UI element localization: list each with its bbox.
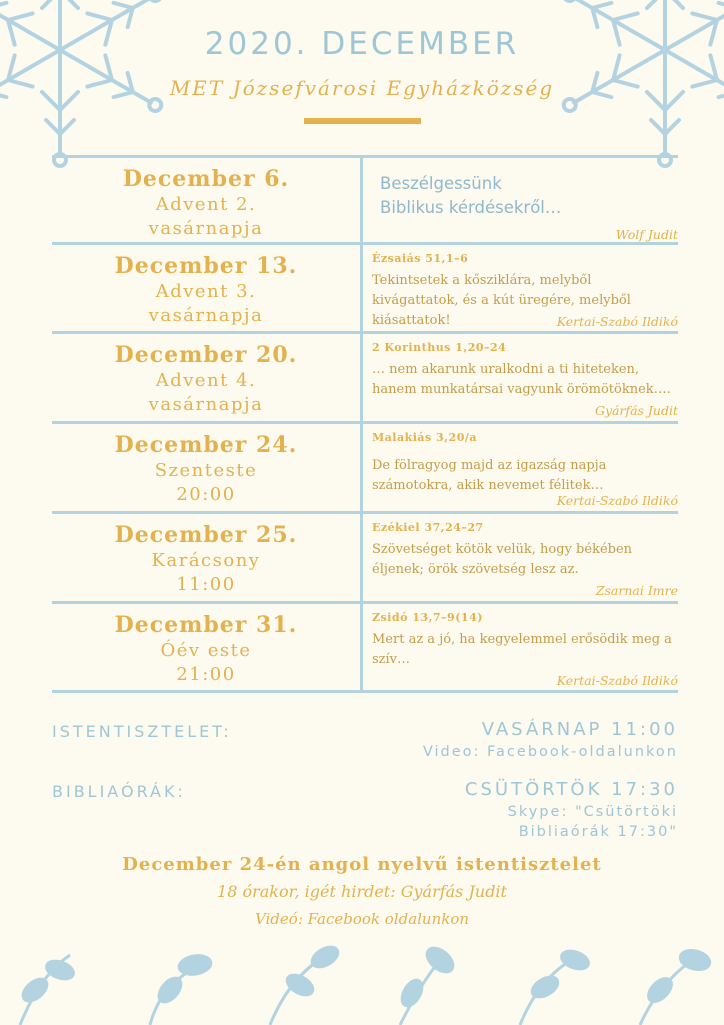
bible-reference: 2 Korinthus 1,20–24 xyxy=(372,341,507,354)
table-row xyxy=(52,158,678,247)
event-title: Advent 4. xyxy=(155,370,257,391)
event-title: Advent 2. xyxy=(155,194,257,215)
event-date: December 25. xyxy=(114,522,298,548)
english-service xyxy=(0,852,724,932)
worship-location: Video: Facebook-oldalunkon xyxy=(422,744,678,760)
table-row xyxy=(52,604,678,693)
event-preacher: Zsarnai Imre xyxy=(595,583,678,598)
event-title: Karácsony xyxy=(151,550,261,571)
event-title: Óév este xyxy=(160,640,252,661)
event-date: December 13. xyxy=(114,253,298,279)
bible-reference: Zsidó 13,7–9(14) xyxy=(372,611,483,624)
worship-label: ISTENTISZTELET: xyxy=(52,722,232,741)
bible-reference: Ezékiel 37,24–27 xyxy=(372,521,484,534)
bible-verse: Szövetséget kötök velük, hogy békében éljenek; örök szövetség lesz az. xyxy=(372,542,633,577)
events-table xyxy=(52,155,678,693)
event-subtitle: 20:00 xyxy=(176,484,236,505)
bible-verse: De fölragyog majd az igazság napja számotokra, akik nevemet félitek… xyxy=(372,458,607,493)
worship-info xyxy=(423,718,678,762)
event-subtitle: 21:00 xyxy=(176,664,236,685)
bible-study-location: Skype: "Csütörtöki xyxy=(507,804,678,820)
bible-study-location: Bibliaórák 17:30" xyxy=(518,824,678,840)
english-service-title: December 24-én angol nyelvű istentisztelet xyxy=(122,854,602,875)
event-subtitle: vasárnapja xyxy=(148,394,264,415)
divider xyxy=(304,118,421,124)
bible-verse: Mert az a jó, ha kegyelemmel erősödik meg a szív… xyxy=(372,632,672,667)
bible-reference: Malakiás 3,20/a xyxy=(372,431,477,444)
english-service-time: 18 órakor, igét hirdet: Gyárfás Judit xyxy=(217,882,507,901)
bible-study-info xyxy=(465,778,678,842)
leaf-branch-icon xyxy=(0,935,724,1025)
event-date: December 6. xyxy=(122,166,290,192)
event-preacher: Kertai-Szabó Ildikó xyxy=(556,493,678,508)
page-title: 2020. DECEMBER xyxy=(204,26,520,62)
event-preacher: Kertai-Szabó Ildikó xyxy=(556,673,678,688)
table-row xyxy=(52,334,678,423)
table-row xyxy=(52,514,678,603)
event-description: Beszélgessünk Biblikus kérdésekről… xyxy=(380,174,562,217)
event-preacher: Gyárfás Judit xyxy=(594,403,678,418)
worship-time: VASÁRNAP 11:00 xyxy=(481,719,678,740)
table-row xyxy=(52,424,678,513)
event-subtitle: vasárnapja xyxy=(148,218,264,239)
event-date: December 24. xyxy=(114,432,298,458)
event-preacher: Wolf Judit xyxy=(615,227,678,242)
bible-study-label: BIBLIAÓRÁK: xyxy=(52,782,186,801)
event-title: Szenteste xyxy=(154,460,258,481)
event-subtitle: 11:00 xyxy=(176,574,236,595)
bible-study-time: CSÜTÖRTÖK 17:30 xyxy=(464,779,678,800)
event-preacher: Kertai-Szabó Ildikó xyxy=(556,314,678,329)
event-date: December 31. xyxy=(114,612,298,638)
event-date: December 20. xyxy=(114,342,298,368)
page-subtitle: MET Józsefvárosi Egyházközség xyxy=(169,76,555,100)
bible-reference: Ézsaiás 51,1–6 xyxy=(372,252,469,265)
bible-verse: … nem akarunk uralkodni a ti hiteteken, hanem munkatársai vagyunk örömötöknek…. xyxy=(372,362,671,397)
event-subtitle: vasárnapja xyxy=(148,305,264,326)
bible-verse: Tekintsetek a kősziklára, melyből kivágattatok, és a kút üregére, melyből kiásattatok! xyxy=(372,273,631,328)
table-row xyxy=(52,245,678,334)
english-service-location: Videó: Facebook oldalunkon xyxy=(254,910,470,928)
event-title: Advent 3. xyxy=(155,281,257,302)
